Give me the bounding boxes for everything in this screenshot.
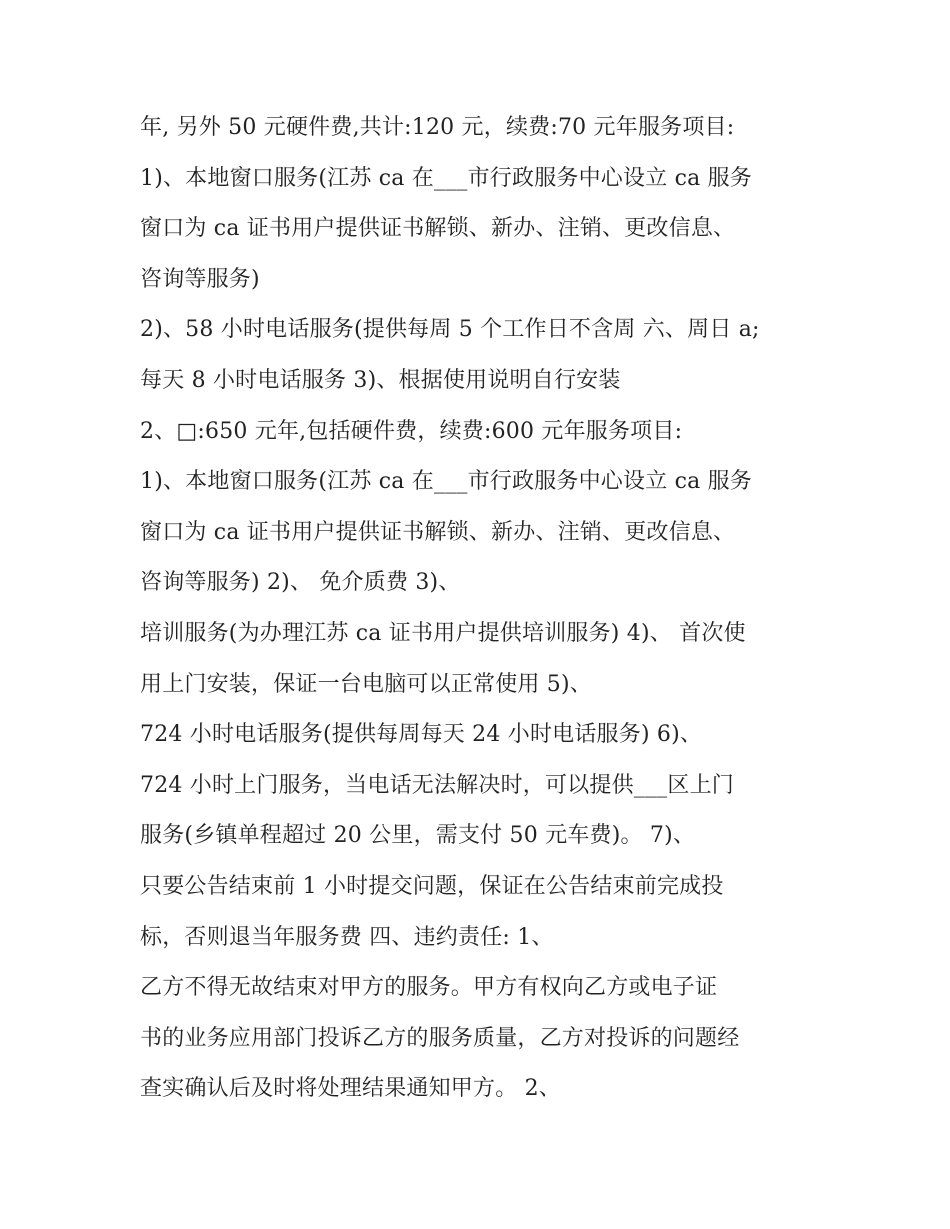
text-line: 窗口为 ca 证书用户提供证书解锁、新办、注销、更改信息、 [140,519,736,545]
text-line: 只要公告结束前 1 小时提交问题，保证在公告结束前完成投 [140,873,724,899]
text-line: 1)、本地窗口服务(江苏 ca 在___市行政服务中心设立 ca 服务 [140,469,753,495]
text-line: 咨询等服务) [140,266,260,292]
text-line: 书的业务应用部门投诉乙方的服务质量，乙方对投诉的问题经 [140,1025,740,1051]
document-body [140,110,830,1122]
text-line: 2、□:650 元年,包括硬件费，续费:600 元年服务项目: [140,418,683,444]
text-line: 2)、58 小时电话服务(提供每周 5 个工作日不含周 六、周日 a; [140,317,760,343]
text-line: 1)、本地窗口服务(江苏 ca 在___市行政服务中心设立 ca 服务 [140,165,753,191]
text-line: 服务(乡镇单程超过 20 公里，需支付 50 元车费)。 7)、 [140,823,696,849]
text-line: 每天 8 小时电话服务 3)、根据使用说明自行安装 [140,367,621,393]
text-line: 培训服务(为办理江苏 ca 证书用户提供培训服务) 4)、 首次使 [140,620,746,646]
text-line: 乙方不得无故结束对甲方的服务。甲方有权向乙方或电子证 [140,975,718,1001]
text-line: 窗口为 ca 证书用户提供证书解锁、新办、注销、更改信息、 [140,216,736,242]
text-line: 咨询等服务) 2)、 免介质费 3)、 [140,570,461,596]
text-line: 年, 另外 50 元硬件费,共计:120 元，续费:70 元年服务项目: [140,115,735,140]
text-line: 查实确认后及时将处理结果通知甲方。 2、 [140,1076,561,1102]
text-line: 724 小时上门服务，当电话无法解决时，可以提供___区上门 [140,772,734,798]
text-line: 用上门安装，保证一台电脑可以正常使用 5)、 [140,671,592,697]
text-line: 标，否则退当年服务费 四、违约责任: 1、 [140,924,554,950]
text-line: 724 小时电话服务(提供每周每天 24 小时电话服务) 6)、 [140,722,703,748]
